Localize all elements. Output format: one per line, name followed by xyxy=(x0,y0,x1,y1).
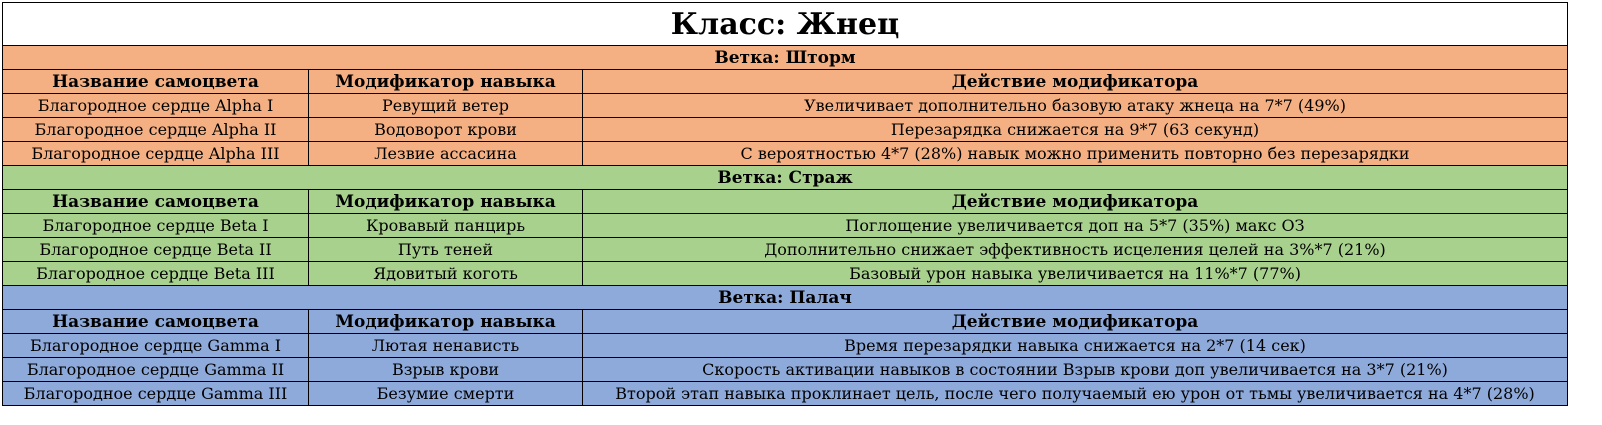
branch-title: Ветка: Палач xyxy=(3,286,1568,310)
branch-title: Ветка: Шторм xyxy=(3,46,1568,70)
branch-row xyxy=(3,46,1568,70)
class-title: Класс: Жнец xyxy=(3,3,1568,46)
header-skill-modifier: Модификатор навыка xyxy=(309,190,583,214)
header-gem-name: Название самоцвета xyxy=(3,190,309,214)
branch-title: Ветка: Страж xyxy=(3,166,1568,190)
header-modifier-effect: Действие модификатора xyxy=(583,310,1568,334)
branch-row xyxy=(3,166,1568,190)
table-row xyxy=(3,118,1568,142)
modifier-effect-cell: Второй этап навыка проклинает цель, после чего получаемый ею урон от тьмы увеличивается на 4*7 (28%) xyxy=(583,382,1568,406)
table-row xyxy=(3,214,1568,238)
header-skill-modifier: Модификатор навыка xyxy=(309,70,583,94)
gem-name-cell: Благородное сердце Beta III xyxy=(3,262,309,286)
modifier-effect-cell: Увеличивает дополнительно базовую атаку жнеца на 7*7 (49%) xyxy=(583,94,1568,118)
table-row xyxy=(3,334,1568,358)
skill-modifier-cell: Кровавый панцирь xyxy=(309,214,583,238)
gem-name-cell: Благородное сердце Gamma I xyxy=(3,334,309,358)
header-row xyxy=(3,190,1568,214)
header-modifier-effect: Действие модификатора xyxy=(583,70,1568,94)
skill-modifier-cell: Путь теней xyxy=(309,238,583,262)
header-row xyxy=(3,70,1568,94)
title-row xyxy=(3,3,1568,46)
skill-modifier-cell: Ревущий ветер xyxy=(309,94,583,118)
header-gem-name: Название самоцвета xyxy=(3,70,309,94)
header-modifier-effect: Действие модификатора xyxy=(583,190,1568,214)
skill-modifier-cell: Лезвие ассасина xyxy=(309,142,583,166)
modifier-effect-cell: Базовый урон навыка увеличивается на 11%*7 (77%) xyxy=(583,262,1568,286)
skill-modifier-cell: Ядовитый коготь xyxy=(309,262,583,286)
table-row xyxy=(3,142,1568,166)
gem-name-cell: Благородное сердце Alpha I xyxy=(3,94,309,118)
table-row xyxy=(3,382,1568,406)
modifier-effect-cell: Перезарядка снижается на 9*7 (63 секунд) xyxy=(583,118,1568,142)
gem-name-cell: Благородное сердце Beta II xyxy=(3,238,309,262)
branch-row xyxy=(3,286,1568,310)
table-row xyxy=(3,238,1568,262)
gem-name-cell: Благородное сердце Beta I xyxy=(3,214,309,238)
modifier-effect-cell: Дополнительно снижает эффективность исцеления целей на 3%*7 (21%) xyxy=(583,238,1568,262)
gem-name-cell: Благородное сердце Alpha II xyxy=(3,118,309,142)
modifier-effect-cell: Скорость активации навыков в состоянии Взрыв крови доп увеличивается на 3*7 (21%) xyxy=(583,358,1568,382)
skill-modifier-cell: Водоворот крови xyxy=(309,118,583,142)
header-skill-modifier: Модификатор навыка xyxy=(309,310,583,334)
gem-name-cell: Благородное сердце Gamma II xyxy=(3,358,309,382)
header-gem-name: Название самоцвета xyxy=(3,310,309,334)
modifier-effect-cell: Поглощение увеличивается доп на 5*7 (35%) макс ОЗ xyxy=(583,214,1568,238)
skill-modifier-cell: Безумие смерти xyxy=(309,382,583,406)
gem-table xyxy=(2,2,1568,406)
header-row xyxy=(3,310,1568,334)
table-row xyxy=(3,262,1568,286)
skill-modifier-cell: Взрыв крови xyxy=(309,358,583,382)
gem-name-cell: Благородное сердце Gamma III xyxy=(3,382,309,406)
gem-name-cell: Благородное сердце Alpha III xyxy=(3,142,309,166)
table-row xyxy=(3,94,1568,118)
modifier-effect-cell: С вероятностью 4*7 (28%) навык можно применить повторно без перезарядки xyxy=(583,142,1568,166)
skill-modifier-cell: Лютая ненависть xyxy=(309,334,583,358)
table-row xyxy=(3,358,1568,382)
modifier-effect-cell: Время перезарядки навыка снижается на 2*7 (14 сек) xyxy=(583,334,1568,358)
